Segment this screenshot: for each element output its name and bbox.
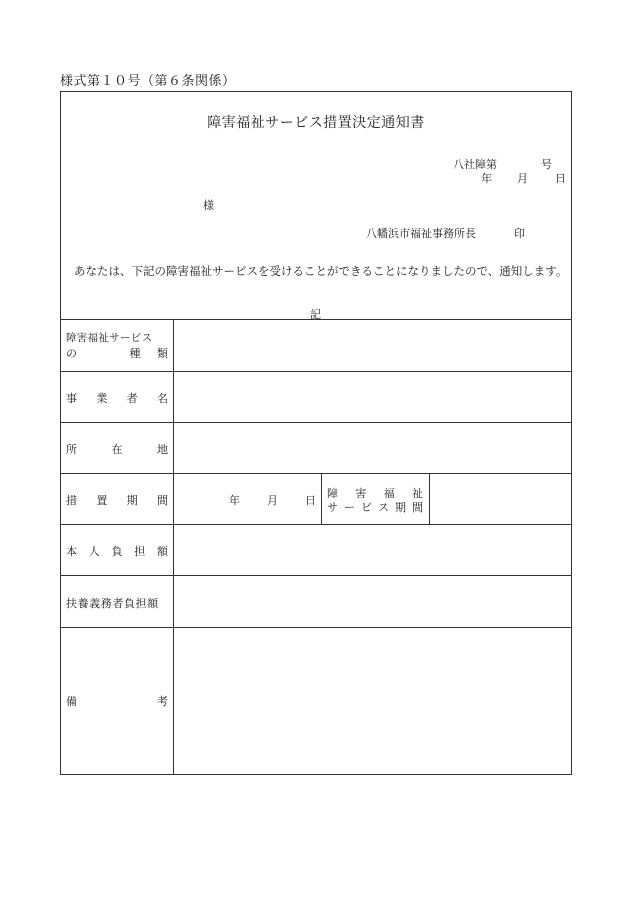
service-type-label-line2	[66, 345, 168, 361]
remarks-char: 備	[66, 695, 77, 708]
self-payment-char: 負	[111, 545, 123, 558]
address-label	[66, 441, 168, 457]
notice-form	[60, 91, 572, 775]
self-payment-char: 本	[66, 545, 77, 558]
self-payment-label	[66, 543, 168, 559]
document-title: 障害福祉サービス措置決定通知書	[207, 115, 425, 131]
seal-mark: 印	[514, 227, 525, 240]
address-char: 地	[157, 443, 168, 456]
measure-period-month: 月	[267, 494, 278, 507]
service-period-char: 障	[327, 487, 338, 500]
service-period-char: 間	[412, 501, 423, 514]
service-period-char: ビ	[361, 501, 372, 514]
remarks-label	[66, 693, 168, 709]
sender-name: 八幡浜市福祉事務所長	[366, 227, 476, 240]
notice-text: あなたは、下記の障害福祉サービスを受けることができることになりましたので、通知します。	[74, 264, 568, 278]
provider-name-char: 名	[156, 392, 168, 405]
date-month: 月	[517, 172, 528, 185]
addressee-suffix: 様	[203, 199, 214, 212]
measure-period-char: 措	[66, 494, 77, 507]
self-payment-char: 担	[134, 545, 146, 558]
document-number-prefix: 八社障第	[453, 158, 497, 171]
document-number-suffix: 号	[541, 158, 552, 171]
form-number: 様式第１０号（第６条関係）	[60, 74, 236, 89]
service-period-char: ー	[344, 501, 355, 514]
service-period-char: サ	[327, 501, 338, 514]
period-divider-line	[321, 473, 322, 524]
measure-period-char: 間	[156, 494, 168, 507]
service-type-char: 類	[157, 347, 168, 360]
measure-period-char: 期	[126, 494, 138, 507]
provider-name-value-cell[interactable]	[174, 372, 572, 421]
provider-name-char: 事	[66, 392, 77, 405]
self-payment-value-cell[interactable]	[174, 525, 572, 574]
service-period-char: 祉	[411, 487, 423, 500]
service-period-char: 害	[355, 487, 367, 500]
date-day: 日	[555, 172, 566, 185]
remarks-char: 考	[157, 695, 168, 708]
service-period-char: ス	[378, 501, 389, 514]
service-type-char: の	[66, 347, 77, 360]
service-type-label: 障害福祉サービス	[66, 332, 153, 344]
provider-name-char: 業	[96, 392, 108, 405]
measure-period-day: 日	[305, 494, 316, 507]
measure-period-year: 年	[229, 494, 240, 507]
self-payment-char: 人	[88, 545, 100, 558]
address-char: 所	[66, 443, 77, 456]
address-char: 在	[111, 443, 123, 456]
service-period-label-line2	[327, 499, 423, 515]
self-payment-char: 額	[157, 545, 168, 558]
dependent-payment-label: 扶養義務者負担額	[66, 597, 159, 610]
provider-name-char: 者	[126, 392, 138, 405]
measure-period-label	[66, 492, 168, 508]
ki-label: 記	[310, 308, 321, 321]
address-value-cell[interactable]	[174, 423, 572, 472]
service-type-value-cell[interactable]	[174, 320, 572, 370]
measure-period-char: 置	[96, 494, 108, 507]
provider-name-label	[66, 390, 168, 406]
date-year: 年	[481, 172, 492, 185]
service-period-char: 福	[383, 487, 395, 500]
dependent-payment-value-cell[interactable]	[174, 576, 572, 626]
remarks-value-cell[interactable]	[174, 628, 572, 774]
service-period-value-cell[interactable]	[430, 474, 572, 523]
service-period-char: 期	[395, 501, 406, 514]
service-type-char: 種	[129, 347, 141, 360]
